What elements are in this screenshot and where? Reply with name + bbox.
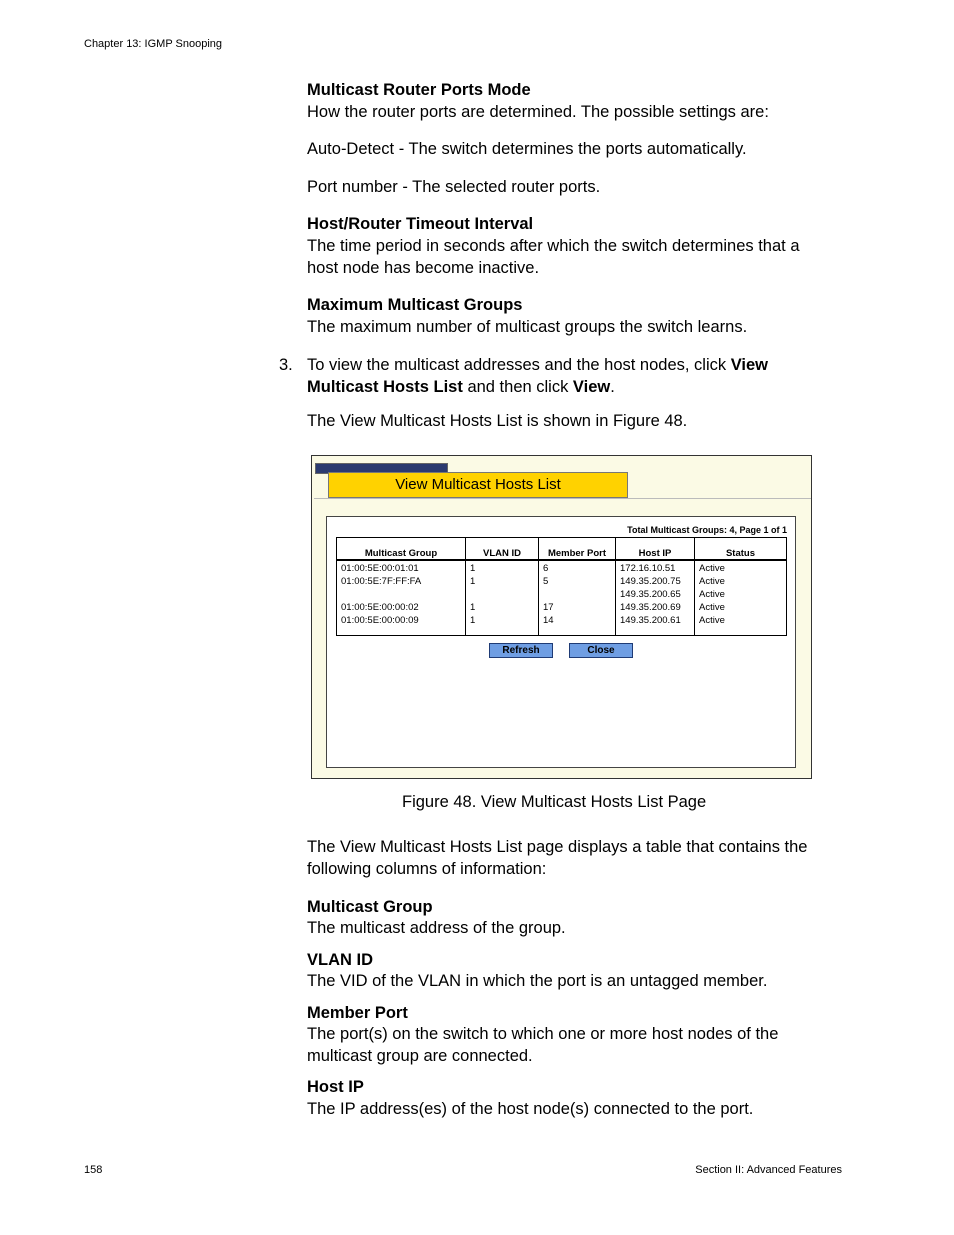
- hosts-table: [336, 537, 787, 636]
- col-member-port: Member Port: [539, 538, 616, 561]
- running-header: Chapter 13: IGMP Snooping: [84, 38, 222, 50]
- col-status: Status: [695, 538, 787, 561]
- col-multicast-group: Multicast Group: [337, 538, 466, 561]
- term-multicast-group: Multicast Group: [307, 898, 433, 916]
- term-max-groups: Maximum Multicast Groups: [307, 296, 523, 314]
- hosts-panel: [326, 516, 796, 768]
- option-port-number: Port number - The selected router ports.: [307, 178, 601, 196]
- page-title-tab: View Multicast Hosts List: [328, 472, 628, 498]
- desc-timeout-interval: The time period in seconds after which the switch determines that a host node has become inactive.: [307, 237, 800, 277]
- cell-vlan-ids: 1 1 1 1: [466, 560, 539, 636]
- desc-router-ports-mode: How the router ports are determined. The possible settings are:: [307, 103, 769, 121]
- totals-label: Total Multicast Groups: 4, Page 1 of 1: [627, 525, 787, 535]
- cell-multicast-groups: 01:00:5E:00:01:01 01:00:5E:7F:FF:FA 01:00:5E:00:00:02 01:00:5E:00:00:09: [337, 560, 466, 636]
- desc-member-port: The port(s) on the switch to which one or more host nodes of the multicast group are connected.: [307, 1025, 779, 1065]
- step-text: To view the multicast addresses and the host nodes, click View Multicast Hosts List and then click View.: [307, 356, 769, 396]
- figure-screenshot: [311, 455, 812, 779]
- cell-host-ips: 172.16.10.51 149.35.200.75 149.35.200.65 149.35.200.69 149.35.200.61: [616, 560, 695, 636]
- close-button[interactable]: Close: [569, 643, 633, 658]
- desc-multicast-group: The multicast address of the group.: [307, 919, 566, 937]
- running-footer: Section II: Advanced Features: [695, 1164, 842, 1176]
- step-bold-link: View Multicast Hosts List: [307, 356, 769, 396]
- table-header-row: [337, 538, 787, 561]
- refresh-button[interactable]: Refresh: [489, 643, 553, 658]
- term-host-ip: Host IP: [307, 1078, 364, 1096]
- step-bold-view: View: [572, 378, 611, 396]
- col-host-ip: Host IP: [616, 538, 695, 561]
- step-number: 3.: [279, 356, 293, 374]
- intro-paragraph: The View Multicast Hosts List page displays a table that contains the following columns of information:: [307, 838, 808, 878]
- step-followup: The View Multicast Hosts List is shown in Figure 48.: [307, 412, 688, 430]
- col-vlan-id: VLAN ID: [466, 538, 539, 561]
- desc-max-groups: The maximum number of multicast groups the switch learns.: [307, 318, 748, 336]
- desc-vlan-id: The VID of the VLAN in which the port is an untagged member.: [307, 972, 768, 990]
- page-number: 158: [84, 1164, 103, 1176]
- term-router-ports-mode: Multicast Router Ports Mode: [307, 81, 531, 99]
- term-vlan-id: VLAN ID: [307, 951, 373, 969]
- desc-host-ip: The IP address(es) of the host node(s) connected to the port.: [307, 1100, 754, 1118]
- term-timeout-interval: Host/Router Timeout Interval: [307, 215, 534, 233]
- term-member-port: Member Port: [307, 1004, 408, 1022]
- cell-member-ports: 6 5 17 14: [539, 560, 616, 636]
- table-row: [337, 560, 787, 636]
- figure-caption: Figure 48. View Multicast Hosts List Page: [402, 793, 707, 811]
- title-rule: [314, 498, 811, 499]
- cell-statuses: Active Active Active Active Active: [695, 560, 787, 636]
- option-auto-detect: Auto-Detect - The switch determines the ports automatically.: [307, 140, 747, 158]
